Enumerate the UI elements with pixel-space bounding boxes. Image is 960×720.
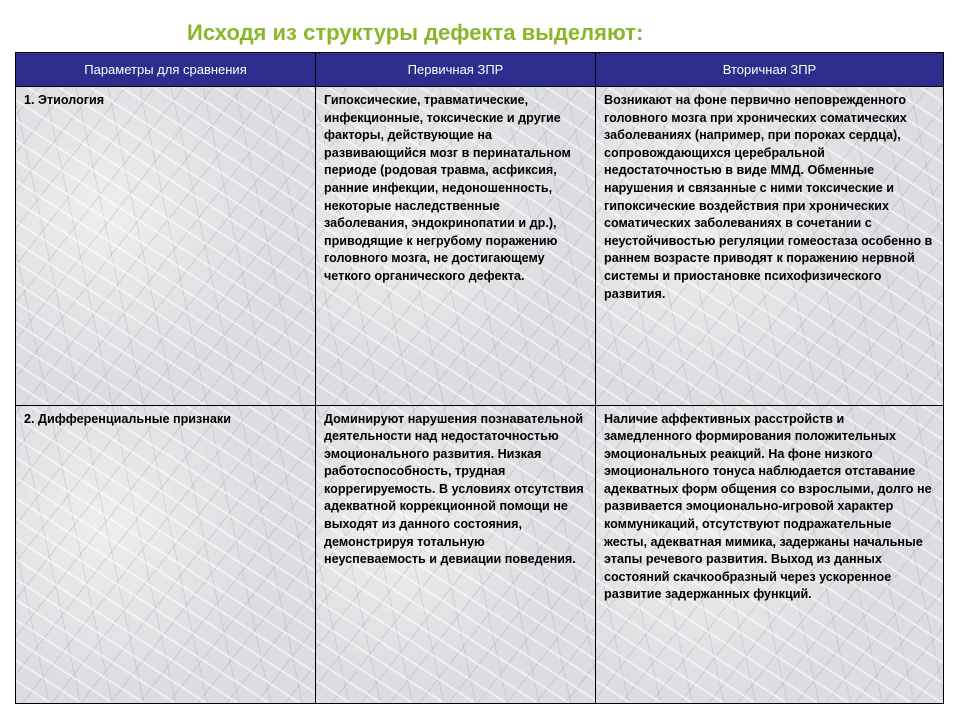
row-differential-primary: Доминируют нарушения познавательной деятельности над недостаточностью эмоционального развития. Низкая работоспособность, трудная коррегируемость. В условиях отсутствия адекватной коррекционной помощи не выходят из данного состояния, демонстрируя тотальную неуспеваемость и девиации поведения.	[316, 405, 596, 703]
row-differential-param: 2. Дифференциальные признаки	[16, 405, 316, 703]
row-etiology-primary: Гипоксические, травматические, инфекционные, токсические и другие факторы, действующие на развивающийся мозг в перинатальном периоде (родовая травма, асфиксия, ранние инфекции, недоношенность, некоторые наследственные заболевания, эндокринопатии и др.), приводящие к негрубому поражению головного мозга, не достигающему четкого органического дефекта.	[316, 87, 596, 406]
row-differential-secondary: Наличие аффективных расстройств и замедленного формирования положительных эмоциональных реакций. На фоне низкого эмоционального тонуса наблюдается отставание адекватных форм общения со взрослыми, долго не развивается эмоционально-игровой характер коммуникаций, отсутствуют подражательные жесты, адекватная мимика, задержаны начальные этапы речевого развития. Выход из данных состояний скачкообразный через ускоренное развитие задержанных функций.	[596, 405, 944, 703]
header-parameters: Параметры для сравнения	[16, 53, 316, 87]
page-title: Исходя из структуры дефекта выделяют:	[187, 20, 644, 45]
table-header-row	[16, 53, 944, 87]
table-row	[16, 87, 944, 406]
header-primary: Первичная ЗПР	[316, 53, 596, 87]
header-secondary: Вторичная ЗПР	[596, 53, 944, 87]
table-row	[16, 405, 944, 703]
row-etiology-param: 1. Этиология	[16, 87, 316, 406]
comparison-table	[15, 52, 944, 704]
row-etiology-secondary: Возникают на фоне первично неповрежденного головного мозга при хронических соматических заболеваниях (например, при пороках сердца), сопровождающихся церебральной недостаточностью в виде ММД. Обменные нарушения и связанные с ними токсические и гипоксические воздействия при хронических соматических заболеваниях в сочетании с неустойчивостью регуляции гомеостаза особенно в раннем возрасте приводят к поражению нервной системы и приостановке психофизического развития.	[596, 87, 944, 406]
